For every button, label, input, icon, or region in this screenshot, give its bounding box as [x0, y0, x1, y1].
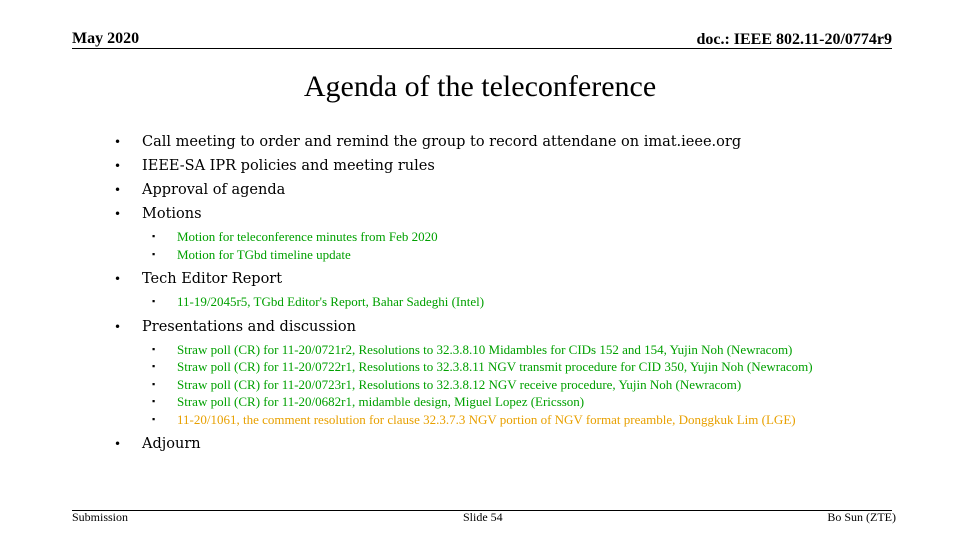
bullet-icon: • — [114, 207, 122, 221]
agenda-item-text: Adjourn — [142, 436, 201, 452]
sub-bullet-icon: ▪ — [152, 378, 156, 389]
motions-sublist — [110, 228, 880, 263]
sub-item-text: Motion for TGbd timeline update — [177, 246, 351, 262]
bullet-icon: • — [114, 319, 122, 334]
bullet-icon: • — [114, 135, 122, 149]
bullet-icon: • — [114, 272, 122, 286]
agenda-item-text: IEEE-SA IPR policies and meeting rules — [142, 158, 435, 174]
footer-submission: Submission — [72, 510, 129, 524]
sub-item-text: Straw poll (CR) for 11-20/0682r1, midamble design, Miguel Lopez (Ericsson) — [177, 394, 585, 409]
sub-bullet-icon: ▪ — [152, 413, 156, 424]
sub-item — [110, 246, 880, 264]
sub-item — [110, 376, 880, 394]
sub-item-text: Straw poll (CR) for 11-20/0723r1, Resolutions to 32.3.8.12 NGV receive procedure, Yujin Noh (Newracom) — [177, 376, 742, 392]
agenda-item-approval — [110, 178, 880, 202]
sub-item — [110, 341, 880, 359]
agenda-item-adjourn — [110, 432, 880, 456]
header-doc-id: doc.: IEEE 802.11-20/0774r9 — [696, 31, 892, 48]
bullet-icon: • — [114, 159, 122, 173]
agenda-item-call-to-order — [110, 130, 880, 154]
agenda-item-tech-editor — [110, 267, 880, 291]
sub-item — [110, 358, 880, 376]
sub-item-text: 11-20/1061, the comment resolution for clause 32.3.7.3 NGV portion of NGV format preamble, Donggkuk Lim (LGE) — [177, 411, 796, 427]
sub-bullet-icon: ▪ — [152, 296, 156, 306]
agenda-item-text: Motions — [142, 206, 202, 222]
bullet-icon: • — [114, 437, 122, 451]
agenda-item-text: Approval of agenda — [142, 182, 286, 198]
sub-bullet-icon: ▪ — [152, 361, 156, 371]
presentations-sublist — [110, 341, 880, 429]
sub-item-text: Straw poll (CR) for 11-20/0722r1, Resolutions to 32.3.8.11 NGV transmit procedure for CID 350, Yujin Noh (Newracom) — [177, 359, 813, 374]
agenda-list — [110, 130, 880, 456]
sub-bullet-icon: ▪ — [152, 248, 156, 259]
sub-item — [110, 228, 880, 246]
sub-item-text: 11-19/2045r5, TGbd Editor's Report, Bahar Sadeghi (Intel) — [177, 294, 485, 309]
footer-slide-number: Slide 54 — [463, 510, 503, 524]
agenda-item-motions — [110, 202, 880, 226]
sub-item — [110, 293, 880, 311]
sub-bullet-icon: ▪ — [152, 231, 156, 241]
agenda-item-text: Call meeting to order and remind the group to record attendane on imat.ieee.org — [142, 134, 742, 150]
agenda-item-presentations — [110, 315, 880, 339]
agenda-item-text: Presentations and discussion — [142, 318, 356, 335]
footer-author: Bo Sun (ZTE) — [827, 510, 896, 524]
tech-editor-sublist — [110, 293, 880, 311]
bullet-icon: • — [114, 183, 122, 197]
sub-bullet-icon: ▪ — [152, 343, 156, 354]
agenda-item-text: Tech Editor Report — [142, 271, 283, 287]
header-divider — [72, 48, 892, 49]
sub-item-text: Straw poll (CR) for 11-20/0721r2, Resolutions to 32.3.8.10 Midambles for CIDs 152 and 154, Yujin Noh (Newracom) — [177, 341, 793, 357]
header-date: May 2020 — [72, 30, 140, 47]
agenda-item-ipr — [110, 154, 880, 178]
sub-item-highlighted — [110, 411, 880, 429]
sub-bullet-icon: ▪ — [152, 396, 156, 406]
slide-title: Agenda of the teleconference — [303, 70, 657, 103]
sub-item — [110, 393, 880, 411]
sub-item-text: Motion for teleconference minutes from Feb 2020 — [177, 229, 438, 244]
